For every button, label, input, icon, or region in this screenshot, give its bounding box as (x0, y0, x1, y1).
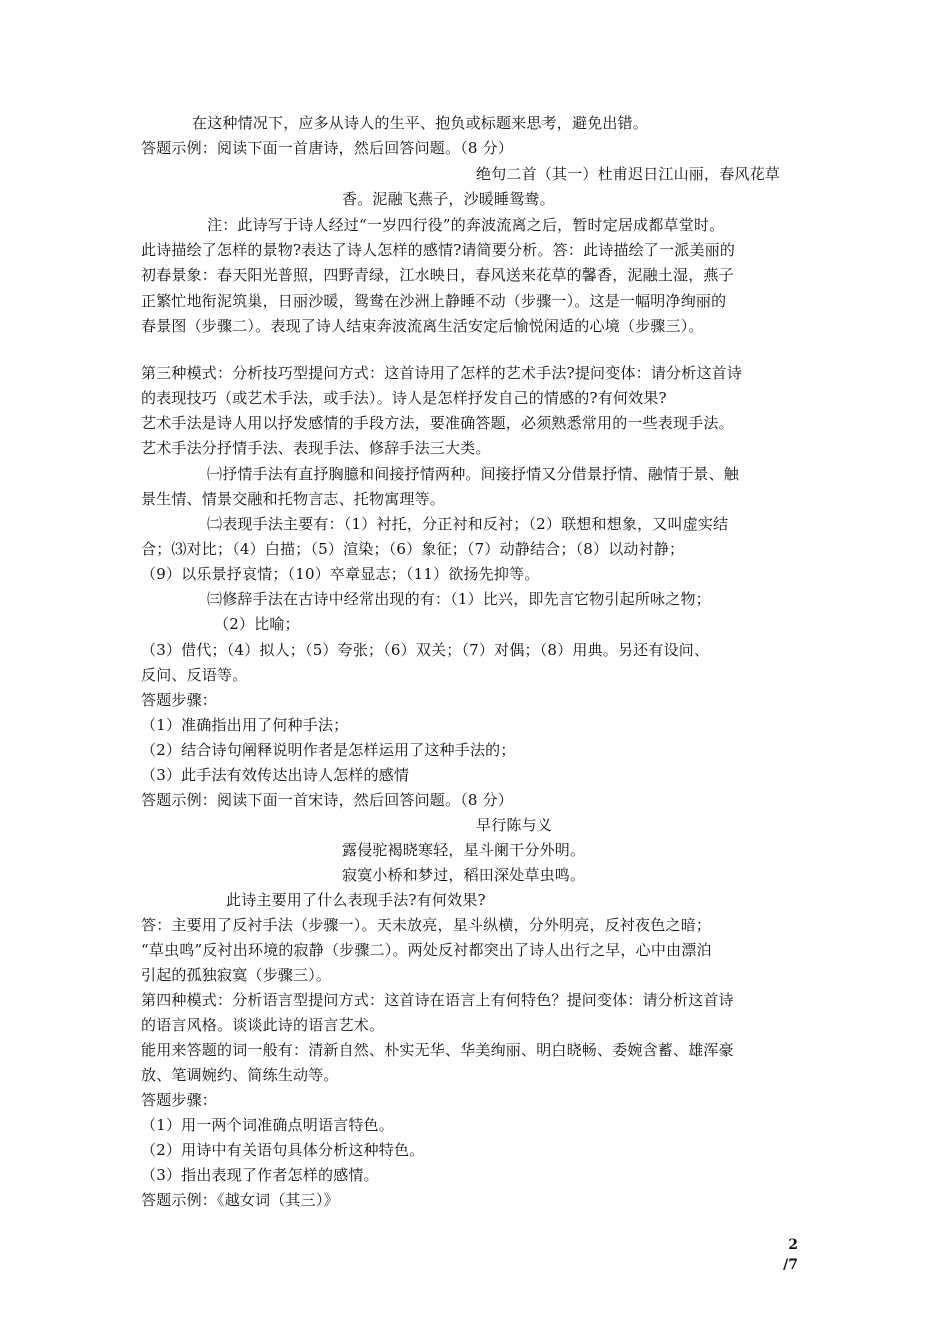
list-item: （3）指出表现了作者怎样的感情。 (141, 1166, 379, 1184)
text-line: 景生情、情景交融和托物言志、托物寓理等。 (141, 490, 446, 508)
text-line: 反问、反语等。 (141, 666, 248, 684)
section-heading-line: 第三种模式：分析技巧型提问方式：这首诗用了怎样的艺术手法?提问变体：请分析这首诗 (141, 364, 743, 382)
text-line: 答题示例：阅读下面一首宋诗，然后回答问题。（8 分） (141, 791, 514, 809)
text-line: 答题步骤： (141, 1091, 218, 1109)
text-line: 能用来答题的词一般有：清新自然、朴实无华、华美绚丽、明白晓畅、委婉含蓄、雄浑豪 (141, 1041, 734, 1059)
text-line: 在这种情况下，应多从诗人的生平、抱负或标题来思考，避免出错。 (192, 114, 649, 132)
page-number-current: 2 (788, 1237, 798, 1253)
list-item: （3）此手法有效传达出诗人怎样的感情 (141, 766, 410, 784)
text-line: ㈡表现手法主要有：（1）衬托，分正衬和反衬；（2）联想和想象，又叫虚实结 (207, 515, 729, 533)
text-line: 的语言风格。谈谈此诗的语言艺术。 (141, 1016, 385, 1034)
poem-line: 寂寞小桥和梦过，稻田深处草虫鸣。 (342, 866, 586, 884)
text-line: （2）比喻； (214, 615, 300, 633)
text-line: 艺术手法分抒情手法、表现手法、修辞手法三大类。 (141, 439, 491, 457)
text-line: 注：此诗写于诗人经过“一岁四行役”的奔波流离之后，暂时定居成都草堂时。 (207, 216, 725, 234)
text-line: 放、笔调婉约、简练生动等。 (141, 1066, 339, 1084)
text-line: 此诗描绘了怎样的景物?表达了诗人怎样的感情?请简要分析。答：此诗描绘了一派美丽的 (141, 241, 736, 259)
poem-title-line: 早行陈与义 (476, 816, 553, 834)
text-line: 答题示例：《越女词（其三）》 (141, 1191, 339, 1209)
poem-line: 香。泥融飞燕子，沙暖睡鸳鸯。 (342, 190, 555, 208)
list-item: （2）用诗中有关语句具体分析这种特色。 (141, 1141, 425, 1159)
text-line: 答题步骤： (141, 691, 218, 709)
poem-title-line: 绝句二首（其一）杜甫迟日江山丽，春风花草 (476, 165, 781, 183)
text-line: 此诗主要用了什么表现手法?有何效果? (226, 891, 486, 909)
text-line: 的表现技巧（或艺术手法，或手法）。诗人是怎样抒发自己的情感的?有何效果? (141, 389, 667, 407)
text-line: 艺术手法是诗人用以抒发感情的手段方法，要准确答题，必须熟悉常用的一些表现手法。 (141, 414, 734, 432)
text-line: （3）借代；（4）拟人；（5）夸张；（6）双关；（7）对偶；（8）用典。另还有设问、 (141, 641, 710, 659)
list-item: （2）结合诗句阐释说明作者是怎样运用了这种手法的； (141, 741, 516, 759)
text-line: “草虫鸣”反衬出环境的寂静（步骤二）。两处反衬都突出了诗人出行之早，心中由漂泊 (141, 941, 712, 959)
page-number-total: /7 (783, 1257, 798, 1273)
text-line: ㈠抒情手法有直抒胸臆和间接抒情两种。间接抒情又分借景抒情、融情于景、触 (207, 465, 740, 483)
text-line: 引起的孤独寂寞（步骤三）。 (141, 966, 332, 984)
text-line: 合；⑶对比；（4）白描；（5）渲染；（6）象征；（7）动静结合；（8）以动衬静； (141, 540, 685, 558)
text-line: 答：主要用了反衬手法（步骤一）。天未放亮，星斗纵横，分外明亮，反衬夜色之暗； (141, 916, 712, 934)
text-line: （9）以乐景抒哀情；（10）卒章显志；（11）欲扬先抑等。 (141, 565, 540, 583)
poem-line: 露侵驼褐晓寒轻，星斗阑干分外明。 (342, 841, 586, 859)
list-item: （1）准确指出用了何种手法； (141, 716, 349, 734)
text-line: 答题示例：阅读下面一首唐诗，然后回答问题。（8 分） (141, 139, 514, 157)
text-line: ㈢修辞手法在古诗中经常出现的有：（1）比兴，即先言它物引起所咏之物； (207, 590, 711, 608)
list-item: （1）用一两个词准确点明语言特色。 (141, 1116, 394, 1134)
section-heading-line: 第四种模式：分析语言型提问方式：这首诗在语言上有何特色？提问变体：请分析这首诗 (141, 991, 734, 1009)
text-line: 春景图（步骤二）。表现了诗人结束奔波流离生活安定后愉悦闲适的心境（步骤三）。 (141, 317, 704, 335)
text-line: 初春景象：春天阳光普照，四野青绿，江水映日，春风送来花草的馨香，泥融土湿，燕子 (141, 266, 734, 284)
text-line: 正繁忙地衔泥筑巢，日丽沙暖，鸳鸯在沙洲上静睡不动（步骤一）。这是一幅明净绚丽的 (141, 292, 727, 310)
